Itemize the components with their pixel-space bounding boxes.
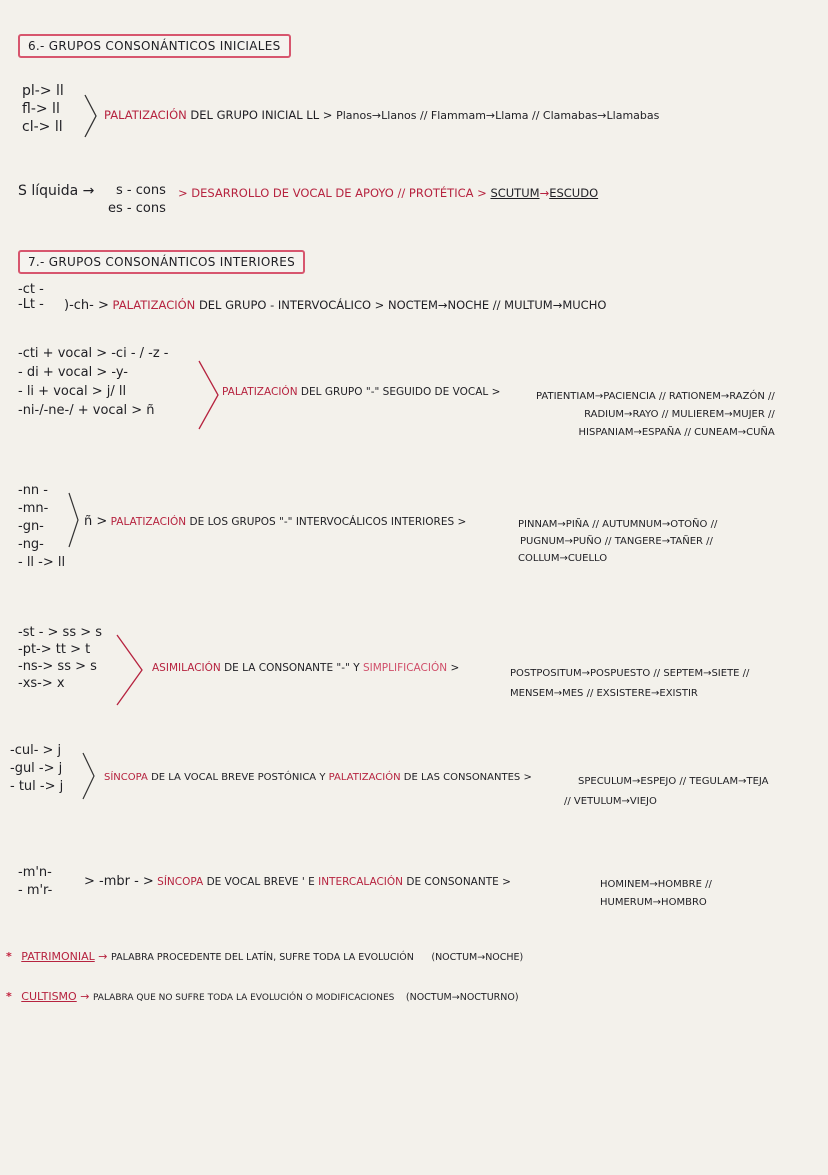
example-line: MENSEM→MES // EXSISTERE→EXISTIR <box>510 688 698 699</box>
rule-item: -Lt - <box>18 297 44 312</box>
brace-icon <box>84 94 98 138</box>
rule-description <box>84 874 511 889</box>
rule-description <box>104 108 659 124</box>
process-text-2: DE CONSONANTE > <box>406 876 511 888</box>
rule-item: - tul -> j <box>10 779 64 794</box>
star-icon: * <box>6 990 12 1003</box>
rule-item: - li + vocal > j/ ll <box>18 384 127 399</box>
examples <box>518 516 717 567</box>
process-label-2: PALATIZACIÓN <box>328 772 401 783</box>
definition-text: PALABRA QUE NO SUFRE TODA LA EVOLUCIÓN O MODIFICACIONES <box>92 993 395 1003</box>
examples: NOCTEM→NOCHE // MULTUM→MUCHO <box>387 298 607 312</box>
process-text-2: > <box>450 662 460 674</box>
rule-description <box>84 514 466 529</box>
examples: Planos→Llanos // Flammam→Llama // Clamabas→Llamabas <box>336 109 660 122</box>
example-line: HUMERUM→HOMBRO <box>600 897 707 908</box>
process-label-2: SIMPLIFICACIÓN <box>362 662 448 674</box>
example-from: SCUTUM <box>490 186 540 200</box>
rule-item: -pt-> tt > t <box>18 642 91 657</box>
rule-head: S líquida → <box>18 183 95 199</box>
section-6-title: 6.- GRUPOS CONSONÁNTICOS INICIALES <box>18 34 291 58</box>
process-text: DE VOCAL BREVE ' E <box>206 876 315 888</box>
process-label: ASIMILACIÓN <box>152 662 221 674</box>
rule-list <box>18 344 169 420</box>
rule-description <box>104 772 532 783</box>
rule-description <box>222 386 500 398</box>
definition-text: PALABRA PROCEDENTE DEL LATÍN, SUFRE TODA LA EVOLUCIÓN <box>110 952 414 963</box>
example-line: // VETULUM→VIEJO <box>564 796 657 807</box>
rule-item: -ni-/-ne-/ + vocal > ñ <box>18 403 155 418</box>
rule-item: fl-> ll <box>22 101 60 117</box>
arrow-icon: → <box>98 950 108 963</box>
definition-example: (NOCTUM→NOCHE) <box>431 952 524 963</box>
examples <box>536 388 775 442</box>
rule-item: -xs-> x <box>18 676 65 691</box>
process-text: > DESARROLLO DE VOCAL DE APOYO // PROTÉTICA > <box>178 186 487 200</box>
process-label: PALATIZACIÓN <box>110 516 187 528</box>
rule-item: -gn- <box>18 519 44 534</box>
rule-item: -st - > ss > s <box>18 625 103 640</box>
result-text: )-ch- > <box>64 298 109 313</box>
brace-icon <box>198 360 220 430</box>
example-line: COLLUM→CUELLO <box>518 553 608 564</box>
definition-note <box>6 950 523 963</box>
definition-term: PATRIMONIAL <box>21 950 95 963</box>
rule-item: - di + vocal > -y- <box>18 365 128 380</box>
star-icon: * <box>6 950 12 963</box>
result-text: ñ > <box>84 514 108 529</box>
rule-item: -ns-> ss > s <box>18 659 97 674</box>
rule-item: -mn- <box>18 501 49 516</box>
process-text: DEL GRUPO - INTERVOCÁLICO > <box>198 298 385 312</box>
section-7-title: 7.- GRUPOS CONSONÁNTICOS INTERIORES <box>18 250 305 274</box>
rule-list <box>18 482 65 572</box>
rule-item: -cti + vocal > -ci - / -z - <box>18 346 169 361</box>
rule-item: -m'n- <box>18 865 52 880</box>
brace-icon <box>68 492 80 548</box>
rule-description: > DESARROLLO DE VOCAL DE APOYO // PROTÉTICA > SCUTUM→ESCUDO <box>178 186 599 200</box>
example-line: HOMINEM→HOMBRE // <box>600 879 712 890</box>
process-label: PALATIZACIÓN <box>222 386 298 398</box>
rule-item: - m'r- <box>18 883 53 898</box>
definition-example: (NOCTUM→NOCTURNO) <box>405 992 519 1003</box>
rule-item: -gul -> j <box>10 761 63 776</box>
process-label-2: INTERCALACIÓN <box>318 876 404 888</box>
process-label: SÍNCOPA <box>157 876 204 888</box>
brace-icon <box>116 634 144 706</box>
rule-item: -nn - <box>18 483 48 498</box>
process-text: DE LA CONSONANTE "-" Y <box>224 662 360 674</box>
example-line: POSTPOSITUM→POSPUESTO // SEPTEM→SIETE // <box>510 668 750 679</box>
rule-list <box>18 282 44 312</box>
process-text: DE LA VOCAL BREVE POSTÓNICA Y <box>151 772 326 783</box>
rule-item: pl-> ll <box>22 83 64 99</box>
rule-description <box>152 662 459 674</box>
rule-item: - ll -> ll <box>18 555 66 570</box>
brace-icon <box>82 752 96 800</box>
rule-item: es - cons <box>108 201 166 216</box>
example-line: PINNAM→PIÑA // AUTUMNUM→OTOÑO // <box>518 519 718 530</box>
example-line: RADIUM→RAYO // MULIEREM→MUJER // <box>584 409 775 420</box>
example-to: ESCUDO <box>549 186 599 200</box>
example-line: SPECULUM→ESPEJO // TEGULAM→TEJA <box>578 776 769 787</box>
result-text: > -mbr - > <box>84 874 154 889</box>
process-text: DEL GRUPO "-" SEGUIDO DE VOCAL > <box>300 386 501 398</box>
rule-item: -ng- <box>18 537 44 552</box>
process-text-2: DE LAS CONSONANTES > <box>403 772 532 783</box>
rule-list <box>18 624 102 692</box>
rule-list <box>10 742 63 796</box>
example-line: PUGNUM→PUÑO // TANGERE→TAÑER // <box>520 536 713 547</box>
arrow-icon: → <box>80 990 90 1003</box>
definition-term: CULTISMO <box>21 990 77 1003</box>
process-label: PALATIZACIÓN <box>104 108 187 122</box>
examples <box>564 772 769 812</box>
rule-description <box>64 298 606 313</box>
rule-item: -ct - <box>18 282 44 297</box>
process-label: PALATIZACIÓN <box>112 298 196 312</box>
examples <box>510 664 749 704</box>
rule-item: s - cons <box>116 183 166 198</box>
example-line: PATIENTIAM→PACIENCIA // RATIONEM→RAZÓN // <box>536 391 775 402</box>
process-label: SÍNCOPA <box>104 772 148 783</box>
process-text: DEL GRUPO INICIAL LL > <box>190 108 333 122</box>
rule-item: -cul- > j <box>10 743 62 758</box>
examples <box>600 876 712 912</box>
process-text: DE LOS GRUPOS "-" INTERVOCÁLICOS INTERIORES > <box>189 516 467 528</box>
rule-list <box>22 82 64 136</box>
rule-list <box>108 182 166 218</box>
definition-note <box>6 990 519 1003</box>
example-line: HISPANIAM→ESPAÑA // CUNEAM→CUÑA <box>578 427 775 438</box>
rule-list <box>18 864 52 900</box>
rule-item: cl-> ll <box>22 119 63 135</box>
